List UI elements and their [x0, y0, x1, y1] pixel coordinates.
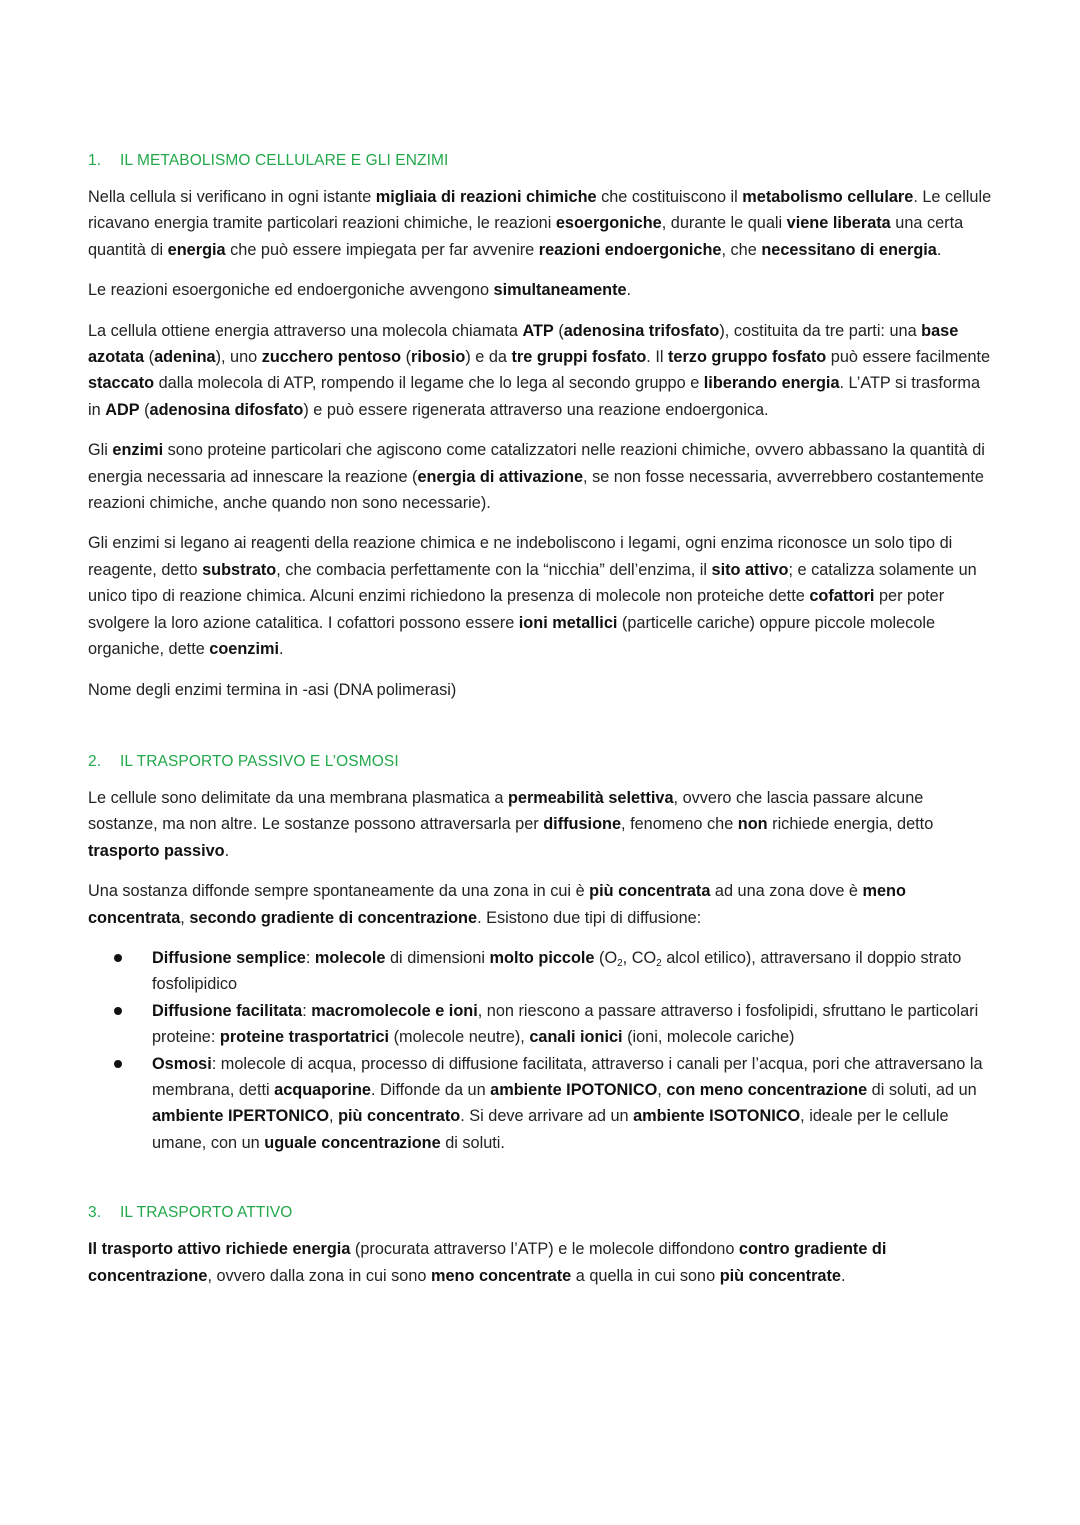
text-run: , durante le quali — [661, 214, 787, 233]
text-run: può essere facilmente — [826, 348, 991, 367]
list-item-diffusione-semplice — [152, 945, 993, 998]
text-run: ( — [553, 321, 564, 340]
text-run: ) e da — [465, 348, 512, 367]
text-run: (procurata attraverso l’ATP) e le molecole diffondono — [350, 1240, 739, 1259]
bold-text: canali ionici — [529, 1028, 623, 1047]
text-run: . — [224, 841, 230, 860]
text-run: La cellula ottiene energia attraverso una molecola chiamata — [88, 321, 523, 340]
bold-text: ADP — [105, 400, 140, 419]
text-run: , — [180, 908, 190, 927]
text-run: : molecole di acqua, processo di diffusione facilitata, attraverso i canali per l’acqua, pori che attraversano la membrana, detti — [152, 1054, 983, 1099]
text-run: ) e può essere rigenerata attraverso una reazione endoergonica. — [303, 400, 769, 419]
text-run: di soluti, ad un — [867, 1080, 977, 1099]
text-run: ( — [401, 348, 412, 367]
bold-text: tre gruppi fosfato — [511, 348, 647, 367]
text-run: , se non fosse necessaria, avverrebbero costantemente reazioni chimiche, anche quando non sono necessarie). — [88, 467, 984, 513]
text-run: Nella cellula si verificano in ogni istante — [88, 188, 376, 206]
text-run: . — [936, 240, 942, 259]
section-1-paragraph-1 — [88, 184, 993, 263]
text-run: , ideale per le cellule umane, con un — [152, 1107, 949, 1152]
text-run: di dimensioni — [385, 948, 490, 967]
text-run: : — [305, 948, 315, 967]
document-content — [88, 146, 993, 1289]
text-run: : — [302, 1001, 312, 1020]
text-run: , ovvero che lascia passare alcune sostanze, ma non altre. Le sostanze possono attraversarla per — [88, 788, 924, 834]
text-run: ; e catalizza solamente un unico tipo di reazione chimica. Alcuni enzimi richiedono la presenza di molecole non proteiche dette — [88, 560, 977, 606]
text-run: che può essere impiegata per far avvenire — [225, 240, 539, 259]
bullet-icon — [114, 954, 122, 962]
text-run: , — [329, 1107, 339, 1126]
text-run: dalla molecola di ATP, rompendo il legame che lo lega al secondo gruppo e — [154, 374, 704, 393]
bold-text: ambiente IPERTONICO — [152, 1107, 330, 1126]
text-run: , CO — [622, 948, 657, 967]
text-run: ), uno — [215, 348, 262, 367]
text-run: per poter svolgere la loro azione catalitica. I cofattori possono essere — [88, 587, 945, 632]
section-2-paragraph-2 — [88, 878, 993, 931]
text-run: . Si deve arrivare ad un — [460, 1107, 634, 1126]
text-run: , che — [721, 240, 762, 259]
bold-text: energia — [167, 240, 226, 259]
bold-text: trasporto passivo — [88, 841, 225, 860]
list-item-text — [152, 1002, 978, 1046]
bold-text: reazioni endoergoniche — [538, 240, 722, 259]
bold-text: energia di attivazione — [417, 467, 584, 486]
list-item-diffusione-facilitata — [152, 998, 993, 1051]
text-run: . Esistono due tipi di diffusione: — [477, 908, 702, 927]
bold-text: migliaia di reazioni chimiche — [375, 188, 597, 206]
bold-text: Il trasporto attivo richiede energia — [88, 1240, 351, 1259]
bold-text: uguale concentrazione — [264, 1133, 441, 1152]
section-1-paragraph-4 — [88, 437, 993, 516]
bold-text: viene liberata — [786, 214, 891, 233]
text-run: (particelle cariche) oppure piccole molecole organiche, dette — [88, 613, 936, 659]
bold-text: ambiente IPOTONICO — [490, 1080, 658, 1099]
text-run: richiede energia, detto — [767, 815, 934, 834]
bold-text: sito attivo — [711, 560, 789, 579]
bold-text: substrato — [202, 560, 277, 579]
section-2-heading — [88, 753, 993, 771]
section-1-title: IL METABOLISMO CELLULARE E GLI ENZIMI — [120, 152, 449, 169]
bullet-icon — [114, 1007, 122, 1015]
text-run: (molecole neutre), — [389, 1028, 530, 1047]
bold-text: ATP — [522, 321, 554, 340]
text-run: a quella in cui sono — [571, 1266, 720, 1285]
text-run: , — [657, 1080, 667, 1099]
section-1-paragraph-3 — [88, 318, 993, 424]
text-run: Le cellule sono delimitate da una membrana plasmatica a — [88, 788, 508, 807]
section-2-title: IL TRASPORTO PASSIVO E L’OSMOSI — [120, 752, 399, 770]
bold-text: enzimi — [112, 441, 164, 460]
diffusion-types-list — [88, 945, 993, 1156]
text-run: di soluti. — [440, 1133, 505, 1152]
bold-text: secondo gradiente di concentrazione — [189, 908, 478, 927]
bold-text: diffusione — [543, 815, 622, 834]
text-run: Nome degli enzimi termina in -asi (DNA polimerasi) — [88, 680, 457, 699]
text-run: . Diffonde da un — [370, 1080, 491, 1099]
list-item-text — [152, 949, 961, 993]
text-run: ( — [144, 348, 155, 367]
bold-text: più concentrate — [719, 1266, 841, 1285]
bold-text: cofattori — [809, 587, 875, 606]
bold-text: terzo gruppo fosfato — [667, 348, 827, 367]
section-3-paragraph-1 — [88, 1236, 993, 1289]
bold-text: necessitano di energia — [761, 240, 937, 259]
bold-text: non — [737, 815, 768, 834]
bold-text: staccato — [88, 374, 155, 393]
bold-text: con meno concentrazione — [666, 1080, 868, 1099]
text-run: alcol etilico), attraversano il doppio strato fosfolipidico — [152, 948, 962, 994]
text-run: Gli enzimi si legano ai reagenti della reazione chimica e ne indeboliscono i legami, ogni enzima riconosce un solo tipo di reagente, detto — [88, 534, 953, 579]
bold-text: adenosina difosfato — [149, 400, 304, 419]
bold-text: meno concentrata — [88, 882, 906, 927]
bold-text: molto piccole — [489, 948, 595, 967]
bold-text: ioni metallici — [518, 613, 618, 632]
section-3-number: 3. — [88, 1204, 102, 1222]
section-3-heading — [88, 1204, 993, 1222]
section-1-number: 1. — [88, 152, 102, 169]
bold-text: più concentrato — [338, 1107, 461, 1126]
text-run: Le reazioni esoergoniche ed endoergoniche avvengono — [88, 281, 494, 300]
text-run: , che combacia perfettamente con la “nicchia” dell’enzima, il — [276, 560, 712, 579]
text-run: . — [278, 640, 284, 659]
text-run: una certa quantità di — [88, 214, 964, 259]
list-item-osmosi — [152, 1051, 993, 1157]
text-run: , fenomeno che — [621, 815, 738, 834]
text-run: . — [840, 1266, 846, 1285]
section-1-heading — [88, 152, 993, 170]
text-run: . Il — [646, 348, 668, 367]
text-run: . — [626, 281, 632, 300]
text-run: ), costituita da tre parti: una — [719, 321, 922, 340]
bold-text: coenzimi — [209, 640, 279, 659]
bold-text: liberando energia — [703, 374, 840, 393]
text-run: ad una zona dove è — [710, 882, 863, 901]
bold-text: ambiente ISOTONICO — [633, 1107, 801, 1126]
bold-text: Osmosi — [152, 1054, 212, 1073]
subscript: 2 — [656, 957, 662, 969]
bold-text: simultaneamente — [493, 281, 627, 300]
section-3-title: IL TRASPORTO ATTIVO — [120, 1204, 293, 1222]
bold-text: più concentrata — [589, 882, 711, 901]
text-run: sono proteine particolari che agiscono come catalizzatori nelle reazioni chimiche, ovvero abbassano la quantità di energia necessaria ad innescare la reazione ( — [88, 441, 985, 486]
text-run: . Le cellule ricavano energia tramite particolari reazioni chimiche, le reazioni — [88, 188, 992, 233]
bold-text: Diffusione semplice — [152, 948, 306, 967]
text-run: ( — [139, 400, 150, 419]
bullet-icon — [114, 1060, 122, 1068]
text-run: , ovvero dalla zona in cui sono — [207, 1266, 431, 1285]
bold-text: adenosina trifosfato — [563, 321, 720, 340]
text-run: (O — [594, 948, 618, 967]
text-run: Una sostanza diffonde sempre spontaneamente da una zona in cui è — [88, 882, 590, 901]
bold-text: esoergoniche — [555, 214, 662, 233]
bold-text: molecole — [314, 948, 386, 967]
bold-text: base azotata — [88, 321, 959, 367]
bold-text: contro gradiente di concentrazione — [88, 1240, 887, 1285]
bold-text: meno concentrate — [431, 1266, 572, 1285]
section-2-number: 2. — [88, 752, 102, 770]
bold-text: proteine trasportatrici — [219, 1028, 390, 1047]
bold-text: metabolismo cellulare — [742, 188, 914, 206]
text-run: . L’ATP si trasforma in — [88, 374, 981, 419]
section-1-paragraph-2 — [88, 277, 993, 303]
bold-text: permeabilità selettiva — [507, 788, 674, 807]
section-1-paragraph-5 — [88, 530, 993, 662]
bold-text: adenina — [154, 348, 216, 367]
bold-text: ribosio — [411, 348, 466, 367]
text-run: Gli — [88, 441, 113, 460]
bold-text: macromolecole e ioni — [311, 1001, 478, 1020]
section-1-paragraph-6 — [88, 677, 993, 703]
text-run: che costituiscono il — [596, 188, 743, 206]
bold-text: Diffusione facilitata — [152, 1001, 303, 1020]
bold-text: acquaporine — [274, 1080, 371, 1099]
section-2-paragraph-1 — [88, 785, 993, 864]
bold-text: zucchero pentoso — [261, 348, 402, 367]
text-run: (ioni, molecole cariche) — [622, 1028, 795, 1047]
text-run: , non riescono a passare attraverso i fosfolipidi, sfruttano le particolari proteine: — [152, 1001, 979, 1047]
list-item-text — [152, 1055, 983, 1152]
subscript: 2 — [617, 957, 623, 969]
